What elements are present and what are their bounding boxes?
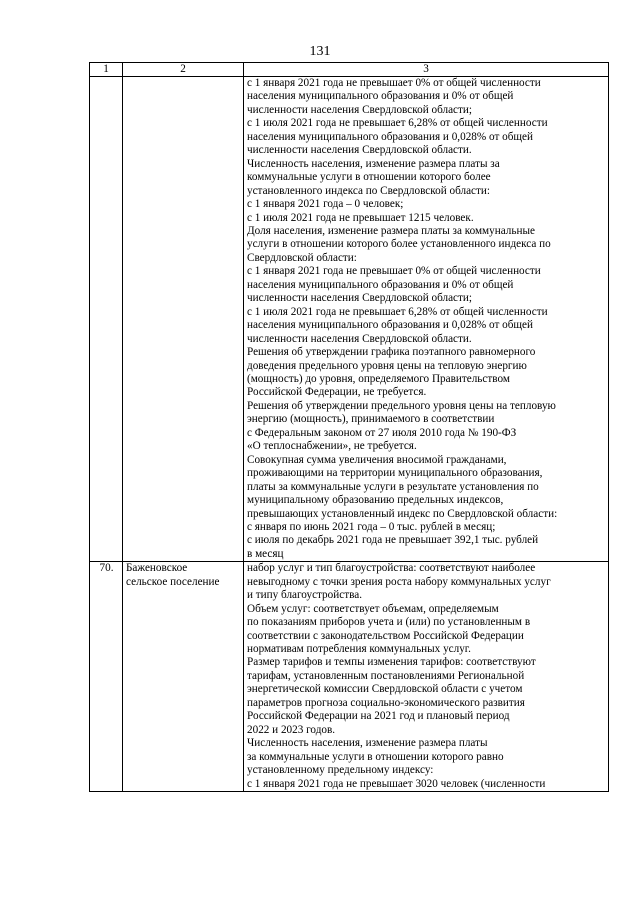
column-header-1: 1 <box>90 63 123 77</box>
description-cell <box>244 562 609 792</box>
description-line: невыгодному с точки зрения роста набору коммунальных услуг <box>247 575 551 588</box>
description-line: превышающих установленный индекс по Свердловской области: <box>247 507 558 520</box>
description-line: численности населения Свердловской области; <box>247 103 472 116</box>
description-line: Объем услуг: соответствует объемам, определяемым <box>247 602 499 615</box>
description-line: энергетической комиссии Свердловской области с учетом <box>247 683 523 696</box>
description-line: Свердловской области: <box>247 251 357 264</box>
description-cell <box>244 77 609 562</box>
page-number: 131 <box>309 44 331 59</box>
municipality-name-cell <box>123 562 244 792</box>
description-line: и типу благоустройства. <box>247 589 362 602</box>
description-line: с 1 июля 2021 года не превышает 1215 человек. <box>247 211 474 224</box>
description-line: параметров прогноза социально-экономического развития <box>247 696 525 709</box>
municipality-name-cell <box>123 77 244 562</box>
description-line: за коммунальные услуги в отношении которого равно <box>247 750 504 763</box>
description-line: установленного индекса по Свердловской области: <box>247 184 491 197</box>
description-line: энергию (мощность), принимаемого в соответствии <box>247 413 495 426</box>
description-line: численности населения Свердловской области. <box>247 332 472 345</box>
description-line: численности населения Свердловской области; <box>247 292 472 305</box>
description-line: с января по июнь 2021 года – 0 тыс. рублей в месяц; <box>247 520 496 533</box>
description-line: Размер тарифов и темпы изменения тарифов: соответствуют <box>247 656 536 669</box>
description-line: тарифам, установленным постановлениями Региональной <box>247 669 525 682</box>
description-line: Решения об утверждении графика поэтапного равномерного <box>247 346 536 359</box>
description-line: с 1 января 2021 года не превышает 0% от общей численности <box>247 77 541 89</box>
description-line: с июля по декабрь 2021 года не превышает 392,1 тыс. рублей <box>247 534 539 547</box>
description-line: численности населения Свердловской области. <box>247 144 472 157</box>
table-row <box>90 77 609 562</box>
table-body <box>90 77 609 792</box>
municipality-name-line: сельское поселение <box>126 575 220 588</box>
column-header-2: 2 <box>123 63 244 77</box>
table-row <box>90 562 609 792</box>
description-line: с Федеральным законом от 27 июля 2010 года № 190-ФЗ <box>247 426 517 439</box>
description-line: с 1 января 2021 года не превышает 3020 человек (численности <box>247 777 546 790</box>
description-line: населения муниципального образования и 0,028% от общей <box>247 130 533 143</box>
description-line: с 1 июля 2021 года не превышает 6,28% от общей численности <box>247 117 548 130</box>
description-line: Решения об утверждении предельного уровня цены на тепловую <box>247 399 556 412</box>
description-line: в месяц <box>247 547 284 560</box>
description-line: населения муниципального образования и 0,028% от общей <box>247 319 533 332</box>
description-line: по показаниям приборов учета и (или) по установленным в <box>247 616 531 629</box>
column-header-3: 3 <box>244 63 609 77</box>
description-line: Российской Федерации на 2021 год и плановый период <box>247 710 510 723</box>
description-line: коммунальные услуги в отношении которого более <box>247 171 491 184</box>
indices-table <box>89 62 609 792</box>
description-line: платы за коммунальные услуги в результате установления по <box>247 480 539 493</box>
description-line: с 1 июля 2021 года не превышает 6,28% от общей численности <box>247 305 548 318</box>
description-line: с 1 января 2021 года – 0 человек; <box>247 198 404 211</box>
description-line: Численность населения, изменение размера платы за <box>247 157 500 170</box>
description-line: установленному предельному индексу: <box>247 764 434 777</box>
description-line: 2022 и 2023 годов. <box>247 723 336 736</box>
row-number-cell: 70. <box>90 562 123 792</box>
description-line: муниципальному образованию предельных индексов, <box>247 494 504 507</box>
description-line: услуги в отношении которого более установленного индекса по <box>247 238 551 251</box>
description-line: нормативам потребления коммунальных услуг. <box>247 643 471 656</box>
description-line: населения муниципального образования и 0% от общей <box>247 278 514 291</box>
description-line: Российской Федерации, не требуется. <box>247 386 427 399</box>
description-line: Численность населения, изменение размера платы <box>247 737 488 750</box>
description-line: Доля населения, изменение размера платы за коммунальные <box>247 224 535 237</box>
row-number-cell <box>90 77 123 562</box>
description-line: доведения предельного уровня цены на тепловую энергию <box>247 359 527 372</box>
description-line: (мощность) до уровня, определяемого Правительством <box>247 372 510 385</box>
table-header-row <box>90 63 609 77</box>
description-line: проживающими на территории муниципального образования, <box>247 467 543 480</box>
description-line: набор услуг и тип благоустройства: соответствуют наиболее <box>247 562 536 575</box>
description-line: с 1 января 2021 года не превышает 0% от общей численности <box>247 265 541 278</box>
description-line: Совокупная сумма увеличения вносимой гражданами, <box>247 453 507 466</box>
description-line: населения муниципального образования и 0% от общей <box>247 90 514 103</box>
description-line: «О теплоснабжении», не требуется. <box>247 440 417 453</box>
municipality-name-line: Баженовское <box>126 562 188 575</box>
description-line: соответствии с законодательством Российской Федерации <box>247 629 524 642</box>
